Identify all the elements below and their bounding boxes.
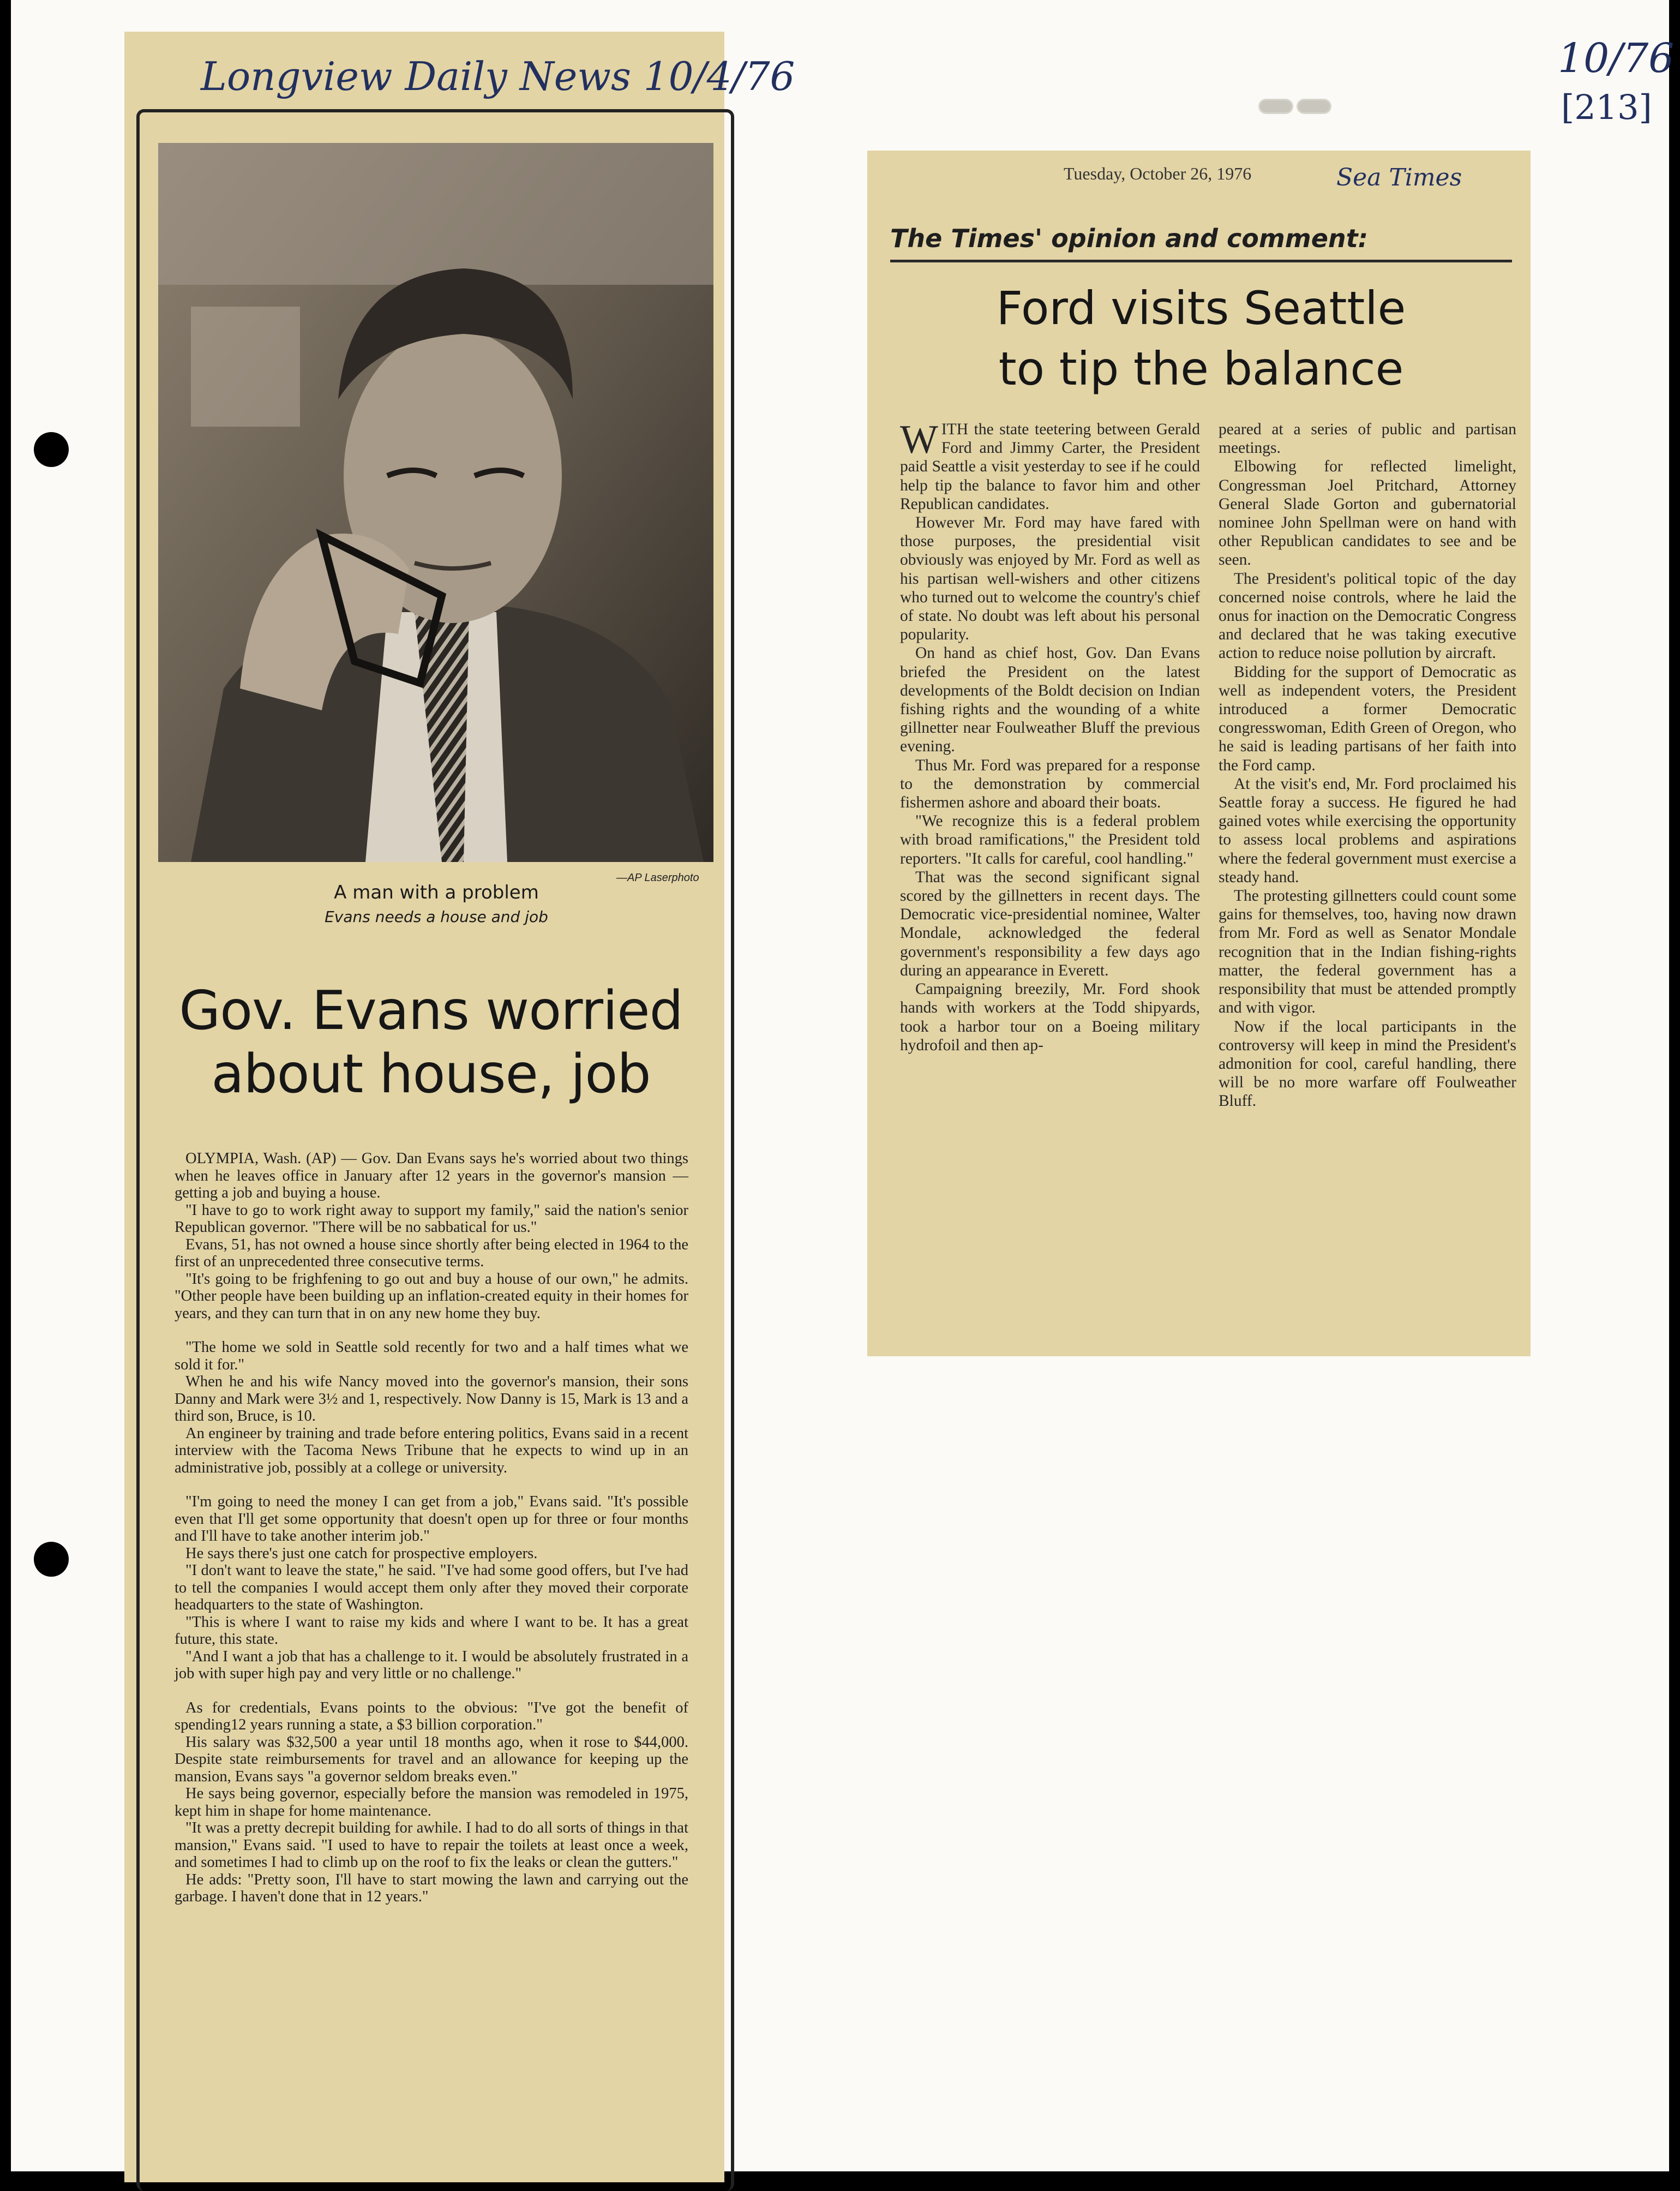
paragraph: Elbowing for reflected limelight, Congressman Joel Pritchard, Attorney General Slade Gorton and gubernatorial nominee John Spellman were on hand with other Republican candidates to see and be seen. <box>1219 458 1516 569</box>
paragraph: His salary was $32,500 a year until 18 months ago, when it rose to $44,000. Despite state reimbursements for travel and an allowance for keeping up the mansion, Evans says "a governor seldom breaks even." <box>175 1733 688 1785</box>
paragraph: Bidding for the support of Democratic as well as independent voters, the President introduced a former Democratic congresswoman, Edith Green of Oregon, who he said is leading partisans of her faith into the Ford camp. <box>1219 663 1516 774</box>
headline-line: Ford visits Seattle <box>996 282 1406 335</box>
paragraph: He says there's just one catch for prospective employers. <box>185 1545 538 1562</box>
paragraph: "We recognize this is a federal problem with broad ramifications," the President told reporters. "It calls for careful, cool handling." <box>900 812 1200 867</box>
photo-credit: —AP Laserphoto <box>616 872 699 884</box>
paragraph: However Mr. Ford may have fared with those purposes, the presidential visit obviously was enjoyed by Mr. Ford as well as his partisan well-wishers and other citizens who turned out to welcome the country's chief of state. No doubt was left about his personal popularity. <box>900 514 1200 644</box>
paragraph: The protesting gillnetters could count some gains for themselves, too, having now drawn from Mr. Ford as well as Senator Mondale recognition that in the Indian fishing-rights matter, the federal government has a responsibility that must be attended promptly and with vigor. <box>1219 887 1516 1017</box>
handwritten-page-number: [213] <box>1561 87 1652 127</box>
paragraph: "I'm going to need the money I can get from a job," Evans said. "It's possible even that I'll get some opportunity that doesn't open up for three or four months and I'll have to take another interim job." <box>175 1493 688 1545</box>
editorial-column-2 <box>1219 420 1516 1111</box>
paragraph: As for credentials, Evans points to the obvious: "I've got the benefit of spending12 years running a state, a $3 billion corporation." <box>175 1699 688 1733</box>
editorial-headline <box>890 278 1512 399</box>
paragraph: He adds: "Pretty soon, I'll have to start mowing the lawn and carrying out the garbage. I haven't done that in 12 years." <box>175 1871 688 1905</box>
portrait-illustration <box>158 143 713 862</box>
paragraph: "It was a pretty decrepit building for awhile. I had to do all sorts of things in that mansion," Evans said. "I used to have to repair the toilets at least once a week, and sometimes I had to climb up on the roof to fix the leaks or clean the gutters." <box>175 1819 688 1871</box>
handwritten-source-note: Sea Times <box>1336 164 1462 191</box>
paragraph: An engineer by training and trade before entering politics, Evans said in a recent interview with the Tacoma News Tribune that he expects to wind up in an administrative job, possibly at a college or university. <box>175 1424 688 1476</box>
paragraph: That was the second significant signal scored by the gillnetters in recent days. The Democratic vice-presidential nominee, Walter Mondale, acknowledged the federal government's responsibility a few days ago during an appearance in Everett. <box>900 868 1200 979</box>
lead-paragraph <box>900 417 1200 513</box>
paragraph: He says being governor, especially before the mansion was remodeled in 1975, kept him in shape for home maintenance. <box>175 1785 688 1819</box>
evans-portrait-photo <box>158 143 713 862</box>
binder-hole-top <box>34 432 69 467</box>
handwritten-date: 10/76 <box>1558 35 1675 82</box>
paragraph: "I don't want to leave the state," he said. "I've had some good offers, but I've had to tell the companies I would accept them only after they moved their corporate headquarters to the state of Washington. <box>175 1562 688 1613</box>
photo-corner-mark <box>1298 100 1330 112</box>
paragraph: At the visit's end, Mr. Ford proclaimed his Seattle foray a success. He figured he had gained votes while exercising the opportunity to assess local problems and aspirations where the federal government must exercise a steady hand. <box>1219 775 1516 886</box>
paragraph: Campaigning breezily, Mr. Ford shook hands with workers at the Todd shipyards, took a harbor tour on a Boeing military hydrofoil and then ap- <box>900 980 1200 1054</box>
headline-line: Gov. Evans worried <box>179 980 683 1042</box>
lead-text: ITH the state teetering between Gerald Ford and Jimmy Carter, the President paid Seattle a visit yesterday to see if he could help tip the balance to favor him and other Republican candidates. <box>900 421 1200 513</box>
section-rule <box>890 260 1512 262</box>
paragraph: When he and his wife Nancy moved into the governor's mansion, their sons Danny and Mark were 3½ and 1, respectively. Now Danny is 15, Mark is 13 and a third son, Bruce, is 10. <box>175 1373 688 1424</box>
binder-hole-bottom <box>34 1542 69 1577</box>
article-body <box>175 1150 688 1906</box>
paragraph: "I have to go to work right away to support my family," said the nation's senior Republican governor. "There will be no sabbatical for us." <box>175 1201 688 1236</box>
section-title: The Times' opinion and comment: <box>890 224 1369 253</box>
drop-cap: W <box>900 417 938 462</box>
paragraph: "This is where I want to raise my kids and where I want to be. It has a great future, this state. <box>175 1613 688 1648</box>
paragraph: On hand as chief host, Gov. Dan Evans briefed the President on the latest developments of the Boldt decision on Indian fishing rights and the wounding of a white gillnetter near Foulweather Bluff the previous evening. <box>900 644 1200 756</box>
paragraph: peared at a series of public and partisan meetings. <box>1219 421 1516 457</box>
paragraph: The President's political topic of the day concerned noise controls, where he laid the onus for inaction on the Democratic Congress and declared that he was taking executive action to reduce noise pollution by aircraft. <box>1219 570 1516 662</box>
headline-line: to tip the balance <box>998 342 1404 396</box>
paragraph: "It's going to be frighfening to go out and buy a house of our own," he admits. "Other people have been building up an inflation-created equity in their homes for years, and they can turn that in on any new home they buy. <box>175 1270 688 1322</box>
paragraph: Now if the local participants in the controversy will keep in mind the President's admonition for cool, careful handling, there will be no more warfare off Foulweather Bluff. <box>1219 1017 1516 1110</box>
headline-line: about house, job <box>211 1043 651 1105</box>
handwritten-source-note: Longview Daily News 10/4/76 <box>201 53 795 99</box>
paragraph: "The home we sold in Seattle sold recently for two and a half times what we sold it for." <box>175 1339 688 1373</box>
paragraph: "And I want a job that has a challenge to it. I would be absolutely frustrated in a job with super high pay and very little or no challenge." <box>175 1648 688 1682</box>
dateline: Tuesday, October 26, 1976 <box>1064 164 1252 183</box>
article-headline <box>147 980 715 1106</box>
photo-corner-mark <box>1260 100 1292 112</box>
photo-caption-title: A man with a problem <box>334 882 539 903</box>
paragraph: Thus Mr. Ford was prepared for a response to the demonstration by commercial fishermen ashore and aboard their boats. <box>900 756 1200 812</box>
photo-caption-subtitle: Evans needs a house and job <box>325 908 548 926</box>
scrapbook-page <box>11 0 1675 2171</box>
paragraph: OLYMPIA, Wash. (AP) — Gov. Dan Evans says he's worried about two things when he leaves office in January after 12 years in the governor's mansion — getting a job and buying a house. <box>175 1150 688 1201</box>
editorial-column-1 <box>900 417 1200 1055</box>
paragraph: Evans, 51, has not owned a house since shortly after being elected in 1964 to the first of an unprecedented three consecutive terms. <box>175 1236 688 1270</box>
